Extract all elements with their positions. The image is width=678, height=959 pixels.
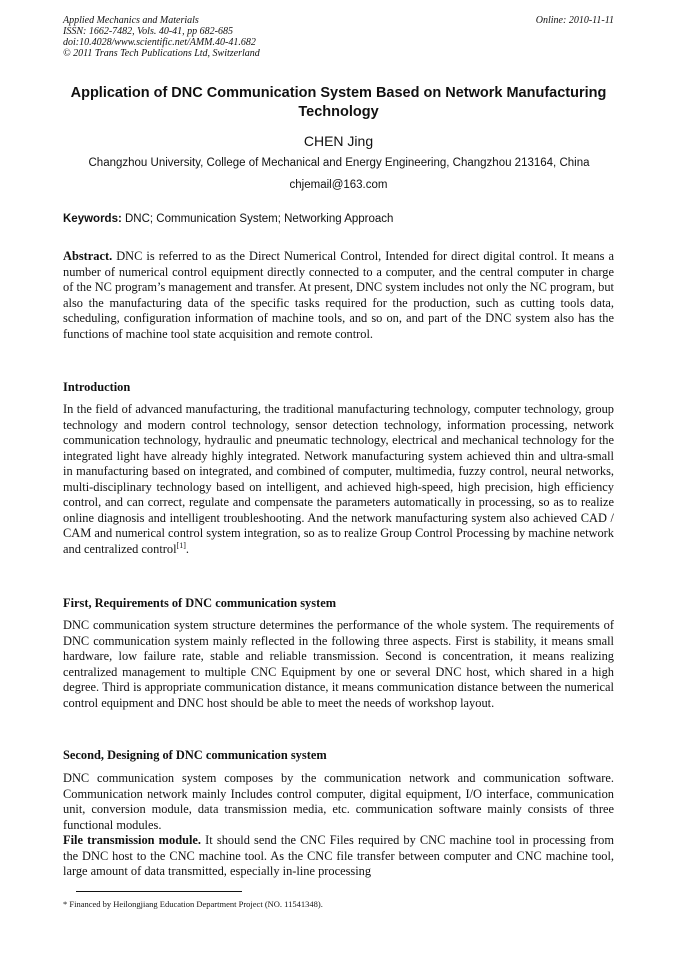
- section2-paragraph: DNC communication system composes by the communication network and communication software. Communication network mainly Includes control computer, digital equipment, I/O interface, communication unit, conversion module, data transmission media, etc. communication software mainly consists of three functional modules.: [63, 771, 614, 832]
- footnote: * Financed by Heilongjiang Education Department Project (NO. 11541348).: [63, 899, 323, 909]
- journal-header: [63, 15, 614, 59]
- author-name: CHEN Jing: [303, 133, 374, 149]
- author-affiliation: Changzhou University, College of Mechanical and Energy Engineering, Changzhou 213164, China: [88, 157, 590, 169]
- file-transmission-text: It should send the CNC Files required by CNC machine tool in processing from the DNC host to the CNC machine tool. As the CNC file transfer between computer and CNC machine tool, large amount of data transmitted, especially in-line processing: [63, 833, 614, 878]
- introduction-heading: Introduction: [63, 380, 131, 394]
- journal-name: Applied Mechanics and Materials: [63, 15, 199, 26]
- section2-heading: Second, Designing of DNC communication system: [63, 748, 327, 762]
- issn-line: ISSN: 1662-7482, Vols. 40-41, pp 682-685: [63, 26, 233, 37]
- copyright-line: © 2011 Trans Tech Publications Ltd, Switzerland: [63, 48, 260, 59]
- footnote-rule: [76, 891, 242, 892]
- author-email: chjemail@163.com: [289, 179, 388, 191]
- file-transmission-label: File transmission module.: [63, 833, 202, 847]
- introduction-text: In the field of advanced manufacturing, the traditional manufacturing technology, computer technology, group technology and modern control technology, sensor detection technology, information processing, network communication technology, hydraulic and pneumatic technology, electrical and mechanical technology for the integrated light have already highly integrated. Network manufacturing system achieved thin and ultra-small in manufacturing based on integrated, and combined of computer, multimedia, fuzzy control, neural networks, multi-disciplinary technology based on intelligent, and achieved high-speed, high precision, high efficiency control, and can correct, regulate and compensate the parameters automatically in processing, so as to realize online diagnosis and intelligent troubleshooting. And the network manufacturing system also achieved CAD / CAM and numerical control system integration, so as to realize Group Control Processing by machine network and centralized control: [63, 402, 614, 556]
- section1-paragraph: DNC communication system structure determines the performance of the whole system. The requirements of DNC communication system mainly reflected in the following three aspects. First is stability, it means small hardware, low failure rate, stable and reliable transmission. Second is concentration, it means realizing centralized management to multiple CNC Equipment by one or several DNC host, which shared in a high degree. Third is appropriate communication distance, it means communication distance between the numerical control equipment and DNC host should be able to meet the needs of workshop layout.: [63, 618, 614, 710]
- file-transmission-paragraph: [63, 833, 614, 880]
- online-date: Online: 2010-11-11: [535, 15, 614, 26]
- keywords-label: Keywords:: [63, 213, 122, 225]
- section1-heading: First, Requirements of DNC communication system: [63, 596, 337, 610]
- paper-title: Application of DNC Communication System Based on Network Manufacturing Technology: [70, 85, 607, 120]
- keywords: [63, 213, 614, 225]
- introduction-paragraph: [63, 402, 614, 557]
- introduction-end: .: [185, 541, 189, 556]
- abstract: [63, 249, 614, 342]
- abstract-label: Abstract.: [63, 249, 113, 263]
- keywords-text: DNC; Communication System; Networking Approach: [125, 213, 394, 225]
- abstract-text: DNC is referred to as the Direct Numerical Control, Intended for direct digital control. It means a number of numerical control equipment directly connected to a computer, and the central computer in charge of the NC program’s management and transfer. At present, DNC system includes not only the NC program, but also the manufacturing data of the specific tasks required for the production, such as cutting tools data, scheduling, configuration information of machine tools, and so on, and part of the DNC system also has the functions of machine tool state acquisition and remote control.: [63, 249, 614, 341]
- citation-ref: [1]: [176, 540, 186, 550]
- doi-line: doi:10.4028/www.scientific.net/AMM.40-41.682: [63, 37, 256, 48]
